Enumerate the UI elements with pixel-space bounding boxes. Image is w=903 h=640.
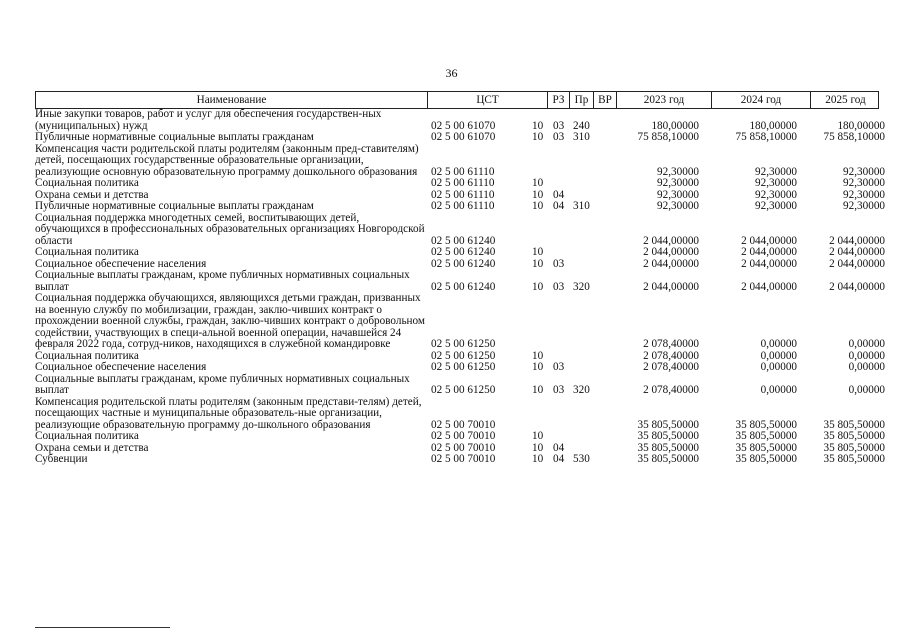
row-pr: 03 xyxy=(553,384,565,396)
table-header xyxy=(35,91,879,109)
row-pr: 04 xyxy=(553,188,565,201)
table-row xyxy=(35,372,885,397)
row-rz: 10 xyxy=(532,119,544,132)
row-name: Социальная поддержка многодетных семей, воспитывающих детей, обучающихся в профессиональных образовательных организациях Новгородской области xyxy=(35,211,425,247)
row-rz: 10 xyxy=(532,131,544,143)
row-vr: 310 xyxy=(573,131,590,143)
row-value-2024: 0,00000 xyxy=(760,361,797,373)
row-value-2025: 75 858,10000 xyxy=(823,131,885,143)
table-row xyxy=(35,269,885,293)
row-value-2025: 35 805,50000 xyxy=(823,441,885,454)
row-cst: 02 5 00 70010 xyxy=(431,453,496,465)
row-value-2023: 2 078,40000 xyxy=(643,338,699,350)
row-value-2023: 2 044,00000 xyxy=(643,280,699,293)
row-value-2024: 2 044,00000 xyxy=(741,246,797,258)
row-rz: 10 xyxy=(532,384,544,396)
row-value-2025: 0,00000 xyxy=(848,361,885,373)
row-cst: 02 5 00 61240 xyxy=(431,257,496,270)
row-cst: 02 5 00 61070 xyxy=(431,119,496,132)
row-cst: 02 5 00 70010 xyxy=(431,441,496,454)
table-row xyxy=(35,246,885,259)
row-cst: 02 5 00 61110 xyxy=(431,177,495,189)
row-vr: 320 xyxy=(573,280,590,293)
row-rz: 10 xyxy=(532,430,544,442)
header-pr: Пр xyxy=(570,92,594,108)
row-value-2025: 92,30000 xyxy=(843,165,885,178)
row-value-2023: 92,30000 xyxy=(657,177,699,189)
row-name: Социальные выплаты гражданам, кроме публичных нормативных социальных выплат xyxy=(35,372,410,396)
header-vr: ВР xyxy=(594,92,617,108)
row-vr: 310 xyxy=(573,200,590,212)
row-rz: 10 xyxy=(532,361,544,373)
table-row xyxy=(35,200,885,213)
row-value-2025: 0,00000 xyxy=(848,384,885,396)
row-value-2024: 75 858,10000 xyxy=(735,131,797,143)
row-name: Социальная поддержка обучающихся, являющихся детьми граждан, призванных на военную службу по мобилизации, граждан, заклю-чивших контракт о прохождении военной службы, граждан, заклю-чивших контракт о добровольном содействии, участвующих в специ-альной военной операции, начавшейся 24 февраля 2022 года, сотруд-ников, находящихся в служебной командировке xyxy=(35,292,425,350)
row-value-2025: 0,00000 xyxy=(848,338,885,350)
row-vr: 320 xyxy=(573,384,590,396)
row-value-2023: 35 805,50000 xyxy=(637,453,699,465)
row-cst: 02 5 00 61250 xyxy=(431,384,496,396)
row-value-2024: 2 044,00000 xyxy=(741,234,797,247)
row-rz: 10 xyxy=(532,257,544,270)
row-value-2023: 35 805,50000 xyxy=(637,430,699,442)
row-pr: 04 xyxy=(553,200,565,212)
row-value-2025: 2 044,00000 xyxy=(829,280,885,293)
header-rz: РЗ xyxy=(548,92,570,108)
row-value-2023: 2 078,40000 xyxy=(643,361,699,373)
row-name: Субвенции xyxy=(35,453,88,465)
row-value-2023: 92,30000 xyxy=(657,165,699,178)
row-name: Социальная политика xyxy=(35,349,139,362)
row-name: Социальная политика xyxy=(35,430,139,442)
row-rz: 10 xyxy=(532,441,544,454)
row-pr: 04 xyxy=(553,453,565,465)
row-value-2024: 0,00000 xyxy=(760,384,797,396)
row-rz: 10 xyxy=(532,188,544,201)
row-name: Иные закупки товаров, работ и услуг для обеспечения государствен-ных (муниципальных) нужд xyxy=(35,108,382,132)
row-rz: 10 xyxy=(532,200,544,212)
row-value-2024: 92,30000 xyxy=(755,177,797,189)
row-value-2024: 0,00000 xyxy=(760,338,797,350)
row-name: Публичные нормативные социальные выплаты гражданам xyxy=(35,200,314,212)
row-cst: 02 5 00 61240 xyxy=(431,246,496,258)
row-vr: 240 xyxy=(573,119,590,132)
table-row xyxy=(35,142,885,179)
row-name: Социальное обеспечение населения xyxy=(35,361,207,373)
row-value-2025: 92,30000 xyxy=(843,177,885,189)
row-name: Социальные выплаты гражданам, кроме публичных нормативных социальных выплат xyxy=(35,269,410,293)
row-cst: 02 5 00 61240 xyxy=(431,280,496,293)
row-value-2025: 35 805,50000 xyxy=(823,430,885,442)
row-value-2024: 35 805,50000 xyxy=(735,418,797,431)
row-pr: 03 xyxy=(553,257,565,270)
header-2025: 2025 год xyxy=(825,93,866,106)
row-value-2023: 92,30000 xyxy=(657,188,699,201)
row-value-2023: 35 805,50000 xyxy=(637,441,699,454)
row-name: Охрана семьи и детства xyxy=(35,441,149,454)
row-value-2023: 2 044,00000 xyxy=(643,246,699,258)
row-cst: 02 5 00 61250 xyxy=(431,349,496,362)
row-value-2023: 92,30000 xyxy=(657,200,699,212)
row-value-2024: 2 044,00000 xyxy=(741,257,797,270)
row-cst: 02 5 00 70010 xyxy=(431,418,496,431)
table-row xyxy=(35,292,885,351)
row-name: Компенсация родительской платы родителям (законным представи-телям) детей, посещающих частные и муниципальные образователь-ные организации, реализующие образовательную программу до-школьного образования xyxy=(35,395,422,431)
table-row xyxy=(35,108,885,132)
row-cst: 02 5 00 61110 xyxy=(431,200,495,212)
row-pr: 03 xyxy=(553,131,565,143)
row-value-2023: 2 078,40000 xyxy=(643,384,699,396)
header-2024: 2024 год xyxy=(712,92,811,108)
row-name: Публичные нормативные социальные выплаты гражданам xyxy=(35,131,314,143)
row-value-2024: 92,30000 xyxy=(755,188,797,201)
row-rz: 10 xyxy=(532,453,544,465)
header-2023: 2023 год xyxy=(617,92,712,108)
row-vr: 530 xyxy=(573,453,590,465)
row-rz: 10 xyxy=(532,177,544,189)
table-row xyxy=(35,177,885,190)
row-cst: 02 5 00 61250 xyxy=(431,338,496,350)
row-name: Социальная политика xyxy=(35,246,139,258)
row-value-2025: 2 044,00000 xyxy=(829,234,885,247)
row-cst: 02 5 00 70010 xyxy=(431,430,496,442)
row-value-2023: 2 078,40000 xyxy=(643,349,699,362)
row-value-2025: 35 805,50000 xyxy=(823,418,885,431)
row-cst: 02 5 00 61110 xyxy=(431,165,495,178)
table-row xyxy=(35,131,885,144)
row-value-2023: 2 044,00000 xyxy=(643,234,699,247)
row-cst: 02 5 00 61110 xyxy=(431,188,495,201)
row-value-2023: 35 805,50000 xyxy=(637,418,699,431)
row-value-2025: 92,30000 xyxy=(843,200,885,212)
row-cst: 02 5 00 61250 xyxy=(431,361,496,373)
row-value-2023: 2 044,00000 xyxy=(643,257,699,270)
row-rz: 10 xyxy=(532,280,544,293)
row-value-2024: 92,30000 xyxy=(755,200,797,212)
row-value-2025: 0,00000 xyxy=(848,349,885,362)
row-value-2025: 2 044,00000 xyxy=(829,257,885,270)
row-value-2025: 180,00000 xyxy=(837,119,885,132)
header-cst: ЦСТ xyxy=(428,92,548,108)
row-value-2025: 2 044,00000 xyxy=(829,246,885,258)
row-cst: 02 5 00 61240 xyxy=(431,234,496,247)
row-name: Компенсация части родительской платы родителям (законным пред-ставителям) детей, посещающих государственные образовательные организации, реализующие основную образовательную программу дошкольного образования xyxy=(35,142,419,178)
table-row xyxy=(35,453,885,466)
header-name: Наименование xyxy=(36,92,428,108)
table-row xyxy=(35,430,885,443)
row-name: Социальное обеспечение населения xyxy=(35,257,207,270)
row-name: Охрана семьи и детства xyxy=(35,188,149,201)
row-value-2024: 2 044,00000 xyxy=(741,280,797,293)
row-pr: 03 xyxy=(553,119,565,132)
row-value-2024: 0,00000 xyxy=(760,349,797,362)
row-value-2024: 35 805,50000 xyxy=(735,441,797,454)
row-rz: 10 xyxy=(532,349,544,362)
row-value-2024: 35 805,50000 xyxy=(735,453,797,465)
row-name: Социальная политика xyxy=(35,177,139,189)
table-row xyxy=(35,211,885,248)
row-value-2024: 92,30000 xyxy=(755,165,797,178)
row-value-2023: 75 858,10000 xyxy=(637,131,699,143)
row-value-2023: 180,00000 xyxy=(651,119,699,132)
table-row xyxy=(35,361,885,374)
row-value-2025: 35 805,50000 xyxy=(823,453,885,465)
row-cst: 02 5 00 61070 xyxy=(431,131,496,143)
table-row xyxy=(35,395,885,432)
row-value-2025: 92,30000 xyxy=(843,188,885,201)
row-rz: 10 xyxy=(532,246,544,258)
row-pr: 03 xyxy=(553,361,565,373)
budget-table xyxy=(35,91,885,466)
row-value-2024: 35 805,50000 xyxy=(735,430,797,442)
page-number: 36 xyxy=(445,66,458,80)
row-pr: 04 xyxy=(553,441,565,454)
row-pr: 03 xyxy=(553,280,565,293)
table-body xyxy=(35,108,885,466)
footnote-divider xyxy=(35,627,170,628)
row-value-2024: 180,00000 xyxy=(749,119,797,132)
